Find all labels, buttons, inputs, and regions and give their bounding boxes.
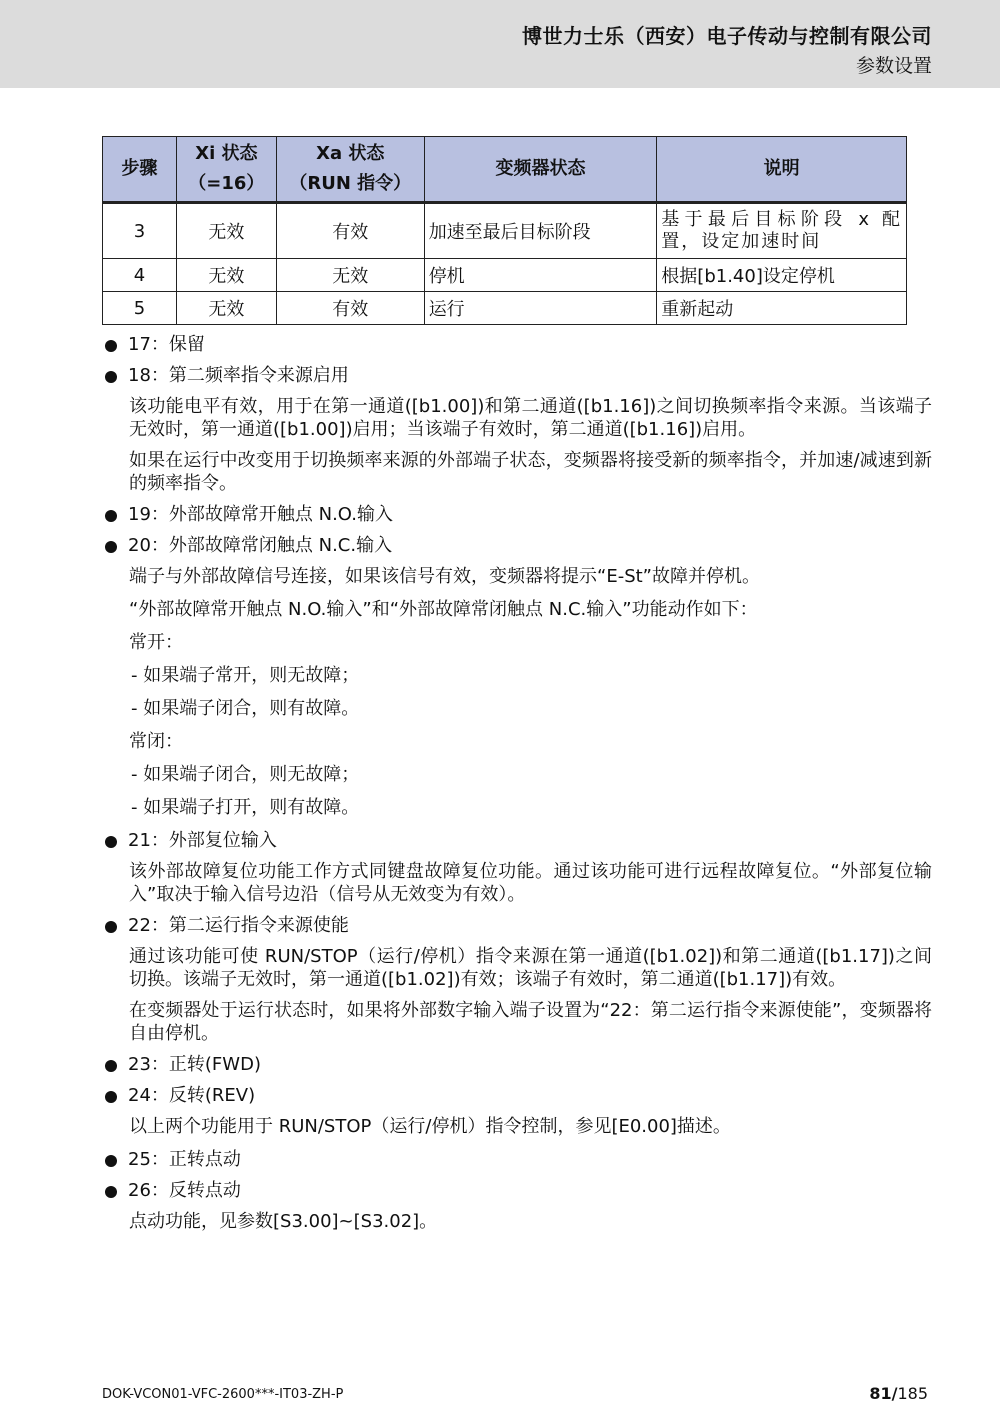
cell-xi: 无效 [176, 259, 276, 292]
paragraph: 点动功能，见参数[S3.00]~[S3.02]。 [129, 1211, 438, 1232]
cell-xa: 有效 [276, 292, 424, 325]
body-content [102, 326, 932, 1243]
paragraph: 端子与外部故障信号连接，如果该信号有效，变频器将提示“E-St”故障并停机。 [129, 566, 760, 587]
header-drive-status: 变频器状态 [424, 137, 657, 203]
bullet-dot-icon [105, 836, 117, 848]
bullet-dot-icon [105, 371, 117, 383]
dash-item: - 如果端子闭合，则有故障。 [131, 698, 360, 719]
cell-description: 根据[b1.40]设定停机 [657, 259, 907, 292]
list-item-19: 19：外部故障常开触点 N.O.输入 [102, 503, 932, 526]
list-item-26: 26：反转点动 [102, 1179, 932, 1202]
paragraph: 以上两个功能用于 RUN/STOP（运行/停机）指令控制，参见[E0.00]描述。 [129, 1116, 731, 1137]
bullet-dot-icon [105, 1060, 117, 1072]
list-item-23: 23：正转(FWD) [102, 1053, 932, 1076]
list-item-24: 24：反转(REV) [102, 1084, 932, 1107]
header-xi: Xi 状态 （=16） [176, 137, 276, 203]
cell-drive-status: 运行 [424, 292, 657, 325]
list-item-22: 22：第二运行指令来源使能 [102, 914, 932, 937]
paragraph: 如果在运行中改变用于切换频率来源的外部端子状态，变频器将接受新的频率指令，并加速/减速到新的频率指令。 [129, 450, 932, 494]
cell-description: 重新起动 [657, 292, 907, 325]
document-id: DOK-VCON01-VFC-2600***-IT03-ZH-P [102, 1387, 344, 1402]
cell-step: 4 [103, 259, 177, 292]
bullet-dot-icon [105, 921, 117, 933]
list-item-18: 18：第二频率指令来源启用 [102, 364, 932, 387]
list-item-17: 17：保留 [102, 333, 932, 356]
paragraph: 在变频器处于运行状态时，如果将外部数字输入端子设置为“22：第二运行指令来源使能”，变频器将自由停机。 [129, 1000, 932, 1044]
paragraph: 该外部故障复位功能工作方式同键盘故障复位功能。通过该功能可进行远程故障复位。“外部复位输入”取决于输入信号边沿（信号从无效变为有效）。 [129, 861, 932, 905]
page-header [0, 0, 1000, 88]
dash-item: - 如果端子打开，则有故障。 [131, 797, 360, 818]
cell-drive-status: 停机 [424, 259, 657, 292]
cell-xi: 无效 [176, 203, 276, 259]
header-xa: Xa 状态 （RUN 指令） [276, 137, 424, 203]
bullet-dot-icon [105, 340, 117, 352]
table-header-row [103, 137, 907, 203]
bullet-dot-icon [105, 510, 117, 522]
dash-item: - 如果端子常开，则无故障； [131, 665, 360, 686]
table-row [103, 203, 907, 259]
list-item-20: 20：外部故障常闭触点 N.C.输入 [102, 534, 932, 557]
header-step: 步骤 [103, 137, 177, 203]
cell-xa: 无效 [276, 259, 424, 292]
normally-closed-label: 常闭： [129, 731, 183, 752]
page-number: 81/185 [869, 1384, 928, 1403]
paragraph: 该功能电平有效，用于在第一通道([b1.00])和第二通道([b1.16])之间切换频率指令来源。当该端子无效时，第一通道([b1.00])启用；当该端子有效时，第二通道([b1.16])启用。 [129, 396, 932, 440]
table-row [103, 292, 907, 325]
dash-item: - 如果端子闭合，则无故障； [131, 764, 360, 785]
cell-step: 3 [103, 203, 177, 259]
bullet-dot-icon [105, 1186, 117, 1198]
bullet-dot-icon [105, 541, 117, 553]
table-row [103, 259, 907, 292]
header-description: 说明 [657, 137, 907, 203]
paragraph: “外部故障常开触点 N.O.输入”和“外部故障常闭触点 N.C.输入”功能动作如下： [129, 599, 758, 620]
section-title: 参数设置 [855, 55, 932, 77]
cell-description: 基于最后目标阶段 x 配置，设定加速时间 [657, 203, 907, 259]
cell-xi: 无效 [176, 292, 276, 325]
cell-drive-status: 加速至最后目标阶段 [424, 203, 657, 259]
bullet-dot-icon [105, 1155, 117, 1167]
cell-xa: 有效 [276, 203, 424, 259]
list-item-25: 25：正转点动 [102, 1148, 932, 1171]
step-table [102, 136, 907, 325]
normally-open-label: 常开： [129, 632, 183, 653]
paragraph: 通过该功能可使 RUN/STOP（运行/停机）指令来源在第一通道([b1.02])和第二通道([b1.17])之间切换。该端子无效时，第一通道([b1.02])有效；该端子有效时，第二通道([b1.17])有效。 [129, 946, 932, 990]
list-item-21: 21：外部复位输入 [102, 829, 932, 852]
bullet-dot-icon [105, 1091, 117, 1103]
cell-step: 5 [103, 292, 177, 325]
company-name: 博世力士乐（西安）电子传动与控制有限公司 [522, 24, 932, 48]
